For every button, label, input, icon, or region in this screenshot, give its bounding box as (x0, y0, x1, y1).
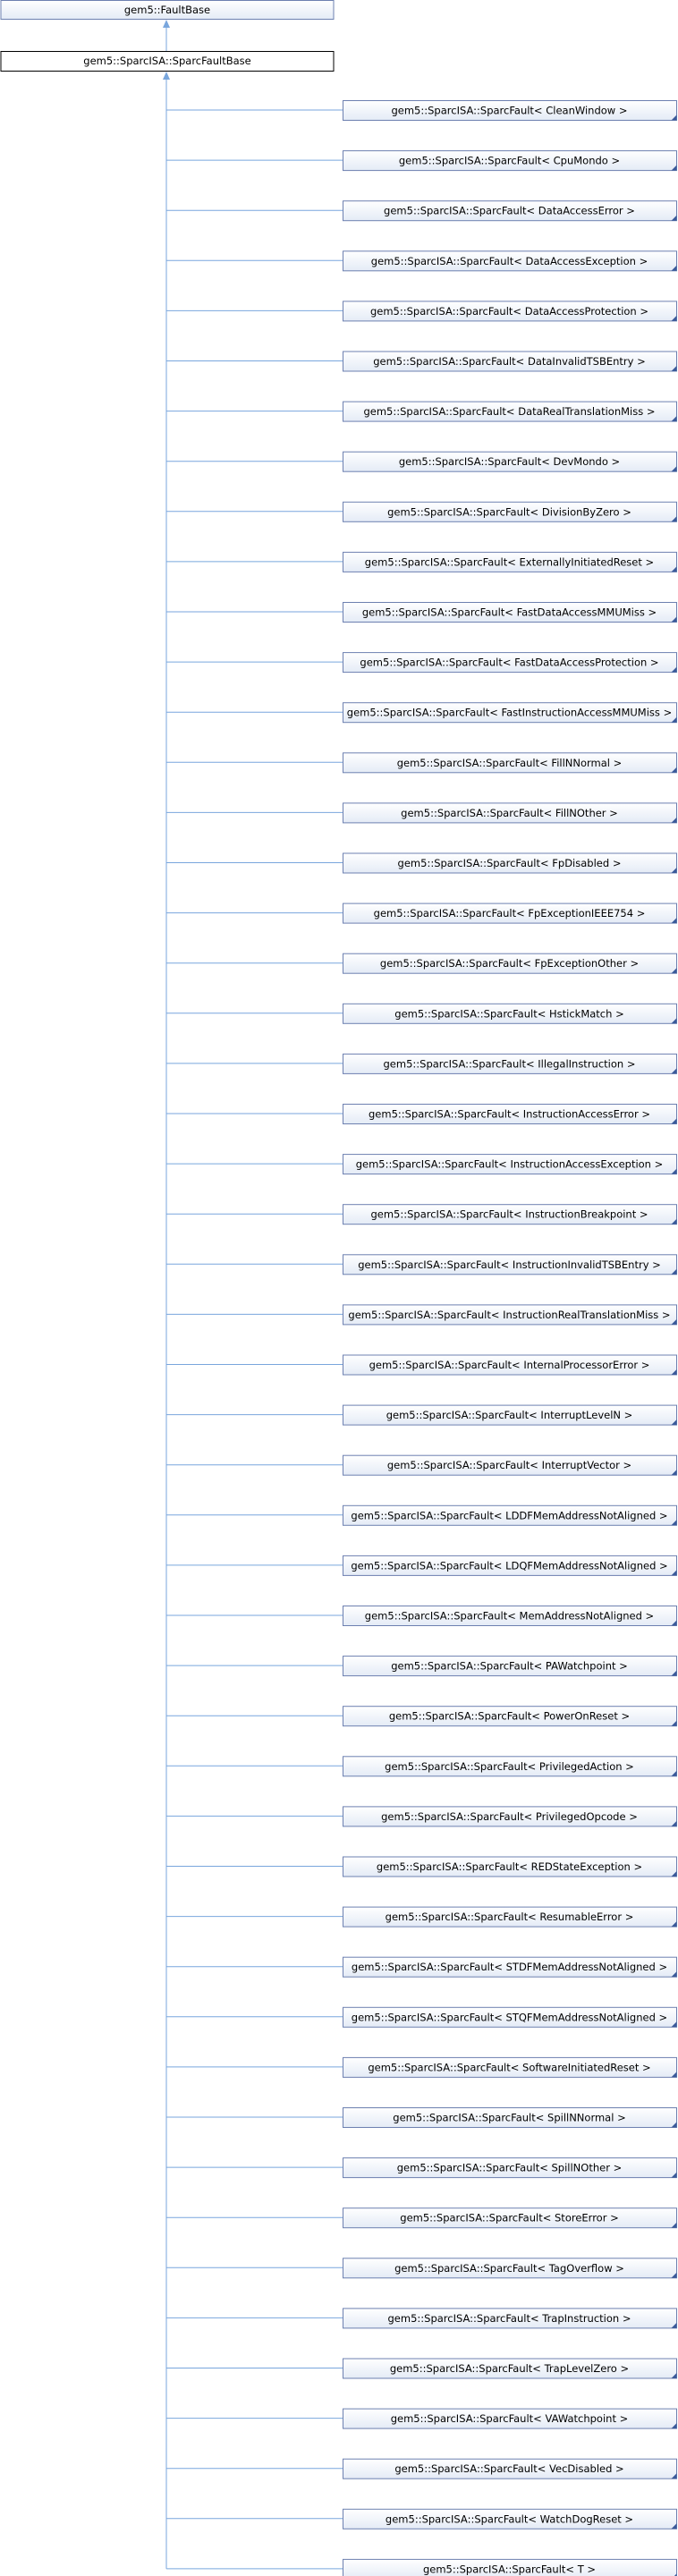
class-node-label: gem5::SparcISA::SparcFault< InterruptVector > (386, 1459, 632, 1472)
class-node-sparcfault[interactable] (343, 552, 677, 572)
class-node-sparcfault[interactable] (343, 1857, 677, 1877)
class-node-label: gem5::SparcISA::SparcFault< FpExceptionIEEE754 > (373, 907, 646, 920)
class-node-label: gem5::SparcISA::SparcFault< FastDataAccessMMUMiss > (361, 606, 657, 619)
class-node-label: gem5::SparcISA::SparcFault< STQFMemAddressNotAligned > (351, 2011, 668, 2024)
class-node-sparcfault[interactable] (343, 452, 677, 471)
class-node-sparcfault[interactable] (343, 352, 677, 371)
class-node-label: gem5::SparcISA::SparcFault< WatchDogReset > (385, 2512, 634, 2526)
class-node-sparcfault[interactable] (343, 1757, 677, 1776)
class-node-sparcfault[interactable] (343, 2007, 677, 2027)
class-node-label: gem5::SparcISA::SparcFault< FastInstructionAccessMMUMiss > (346, 706, 673, 719)
class-node-sparcfault[interactable] (343, 653, 677, 673)
class-node-sparcfault[interactable] (343, 603, 677, 623)
class-node-label: gem5::SparcISA::SparcFault< SpillNNormal > (393, 2111, 626, 2124)
class-node-sparcfault[interactable] (343, 2309, 677, 2328)
class-node-label: gem5::SparcISA::SparcFault< SoftwareInitiatedReset > (368, 2061, 651, 2074)
class-node-sparcfault[interactable] (343, 2459, 677, 2479)
class-node-sparcfault[interactable] (343, 2158, 677, 2178)
class-node-label: gem5::SparcISA::SparcFault< InstructionInvalidTSBEntry > (358, 1258, 661, 1271)
class-node-sparcfault[interactable] (343, 1455, 677, 1475)
class-node-label: gem5::SparcISA::SparcFaultBase (83, 55, 251, 67)
class-node-label: gem5::SparcISA::SparcFault< FillNNormal > (396, 756, 623, 769)
class-node-label: gem5::SparcISA::SparcFault< HstickMatch > (394, 1007, 624, 1021)
class-node-sparcfault[interactable] (343, 2509, 677, 2529)
arrowhead-root (163, 20, 170, 28)
class-node-sparcfault[interactable] (343, 703, 677, 723)
class-node-sparcfault[interactable] (343, 201, 677, 221)
class-node-sparcfault[interactable] (343, 151, 677, 171)
child-edges (166, 110, 343, 2569)
class-node-sparcfault[interactable] (343, 953, 677, 973)
class-node-label: gem5::SparcISA::SparcFault< ExternallyInitiatedReset > (364, 555, 655, 569)
inheritance-edges (163, 20, 170, 2569)
class-node-label: gem5::SparcISA::SparcFault< CleanWindow > (391, 104, 628, 117)
class-node-label: gem5::SparcISA::SparcFault< InternalProcessorError > (369, 1359, 650, 1371)
class-node-label: gem5::SparcISA::SparcFault< InterruptLevelN > (386, 1409, 633, 1422)
class-node-sparcfault[interactable] (343, 1305, 677, 1325)
class-node-sparcfault[interactable] (343, 2057, 677, 2077)
class-node-sparcfault[interactable] (343, 1505, 677, 1525)
child-class-nodes (343, 101, 677, 2576)
class-node-label: gem5::SparcISA::SparcFault< SpillNOther > (396, 2161, 623, 2174)
class-node-sparcfault[interactable] (343, 1004, 677, 1023)
class-node-sparcfault[interactable] (343, 1205, 677, 1224)
class-node-label: gem5::SparcISA::SparcFault< InstructionAccessException > (355, 1157, 664, 1171)
class-node-sparcfault[interactable] (343, 1155, 677, 1174)
class-node-sparcfaultbase[interactable] (1, 52, 334, 72)
class-node-sparcfault[interactable] (343, 1606, 677, 1626)
class-node-sparcfault[interactable] (343, 1707, 677, 1726)
class-node-sparcfault[interactable] (343, 101, 677, 121)
class-node-label: gem5::SparcISA::SparcFault< PrivilegedAction > (385, 1759, 634, 1773)
class-node-sparcfault[interactable] (343, 2409, 677, 2428)
class-node-sparcfault[interactable] (343, 1555, 677, 1575)
class-node-sparcfault[interactable] (343, 2208, 677, 2228)
class-node-sparcfault[interactable] (343, 1807, 677, 1826)
class-node-sparcfault[interactable] (343, 803, 677, 823)
class-node-label: gem5::SparcISA::SparcFault< VAWatchpoint > (390, 2412, 629, 2426)
class-node-sparcfault[interactable] (343, 2108, 677, 2128)
class-node-sparcfault[interactable] (343, 1657, 677, 1676)
class-node-label: gem5::SparcISA::SparcFault< TagOverflow > (394, 2261, 624, 2275)
class-node-label: gem5::SparcISA::SparcFault< CpuMondo > (398, 154, 621, 167)
class-node-label: gem5::SparcISA::SparcFault< LDDFMemAddressNotAligned > (351, 1509, 668, 1522)
class-node-sparcfault[interactable] (343, 502, 677, 521)
arrowhead-base (163, 72, 170, 80)
class-node-label: gem5::SparcISA::SparcFault< DataAccessException > (370, 254, 648, 267)
class-node-sparcfault[interactable] (343, 853, 677, 873)
class-node-label: gem5::SparcISA::SparcFault< FillNOther > (401, 806, 618, 819)
class-node-label: gem5::SparcISA::SparcFault< FastDataAccessProtection > (360, 656, 659, 669)
class-node-sparcfault[interactable] (343, 1255, 677, 1275)
class-node-label: gem5::SparcISA::SparcFault< MemAddressNotAligned > (364, 1609, 655, 1623)
class-node-faultbase[interactable] (1, 1, 334, 20)
class-node-sparcfault[interactable] (343, 251, 677, 271)
class-node-sparcfault[interactable] (343, 1054, 677, 1073)
class-node-label: gem5::SparcISA::SparcFault< PAWatchpoint > (391, 1659, 628, 1673)
class-node-label: gem5::SparcISA::SparcFault< LDQFMemAddressNotAligned > (351, 1559, 668, 1572)
class-node-label: gem5::SparcISA::SparcFault< DataAccessProtection > (369, 304, 649, 318)
class-node-label: gem5::SparcISA::SparcFault< STDFMemAddressNotAligned > (351, 1961, 668, 1974)
class-node-label: gem5::SparcISA::SparcFault< DataRealTranslationMiss > (363, 405, 656, 419)
class-node-label: gem5::SparcISA::SparcFault< InstructionAccessError > (369, 1107, 650, 1121)
class-node-label: gem5::SparcISA::SparcFault< VecDisabled > (394, 2462, 624, 2476)
class-node-label: gem5::SparcISA::SparcFault< StoreError > (400, 2211, 619, 2224)
class-node-label: gem5::SparcISA::SparcFault< InstructionBreakpoint > (370, 1208, 648, 1221)
class-node-sparcfault[interactable] (343, 753, 677, 773)
class-node-label: gem5::SparcISA::SparcFault< DataAccessError > (384, 204, 635, 217)
class-node-label: gem5::SparcISA::SparcFault< FpExceptionOther > (379, 957, 640, 970)
class-node-label: gem5::SparcISA::SparcFault< FpDisabled > (397, 857, 622, 869)
class-node-label: gem5::SparcISA::SparcFault< T > (422, 2563, 597, 2576)
class-node-sparcfault[interactable] (343, 903, 677, 923)
class-node-label: gem5::SparcISA::SparcFault< InstructionRealTranslationMiss > (348, 1308, 671, 1321)
class-node-label: gem5::SparcISA::SparcFault< REDStateException > (376, 1860, 643, 1873)
class-node-label: gem5::SparcISA::SparcFault< DataInvalidTSBEntry > (373, 355, 646, 368)
class-node-sparcfault[interactable] (343, 2359, 677, 2378)
class-node-label: gem5::SparcISA::SparcFault< DevMondo > (398, 455, 621, 469)
class-node-sparcfault[interactable] (343, 2258, 677, 2278)
class-node-label: gem5::SparcISA::SparcFault< DivisionByZero > (387, 505, 631, 519)
class-node-sparcfault[interactable] (343, 1957, 677, 1977)
class-node-label: gem5::SparcISA::SparcFault< ResumableError > (385, 1911, 634, 1924)
class-node-label: gem5::SparcISA::SparcFault< PowerOnReset > (388, 1709, 631, 1723)
class-node-label: gem5::SparcISA::SparcFault< TrapInstruction > (387, 2311, 631, 2325)
class-node-sparcfault[interactable] (343, 1355, 677, 1375)
class-node-sparcfault[interactable] (343, 1405, 677, 1425)
class-node-label: gem5::SparcISA::SparcFault< PrivilegedOpcode > (381, 1809, 638, 1823)
class-node-sparcfault[interactable] (343, 402, 677, 421)
class-node-sparcfault[interactable] (343, 301, 677, 321)
class-node-label: gem5::SparcISA::SparcFault< IllegalInstruction > (383, 1057, 636, 1071)
class-node-sparcfault[interactable] (343, 1907, 677, 1927)
class-node-label: gem5::FaultBase (123, 4, 211, 16)
class-node-sparcfault[interactable] (343, 1105, 677, 1124)
class-node-sparcfault[interactable] (343, 2559, 677, 2576)
class-node-label: gem5::SparcISA::SparcFault< TrapLevelZero > (389, 2362, 630, 2375)
